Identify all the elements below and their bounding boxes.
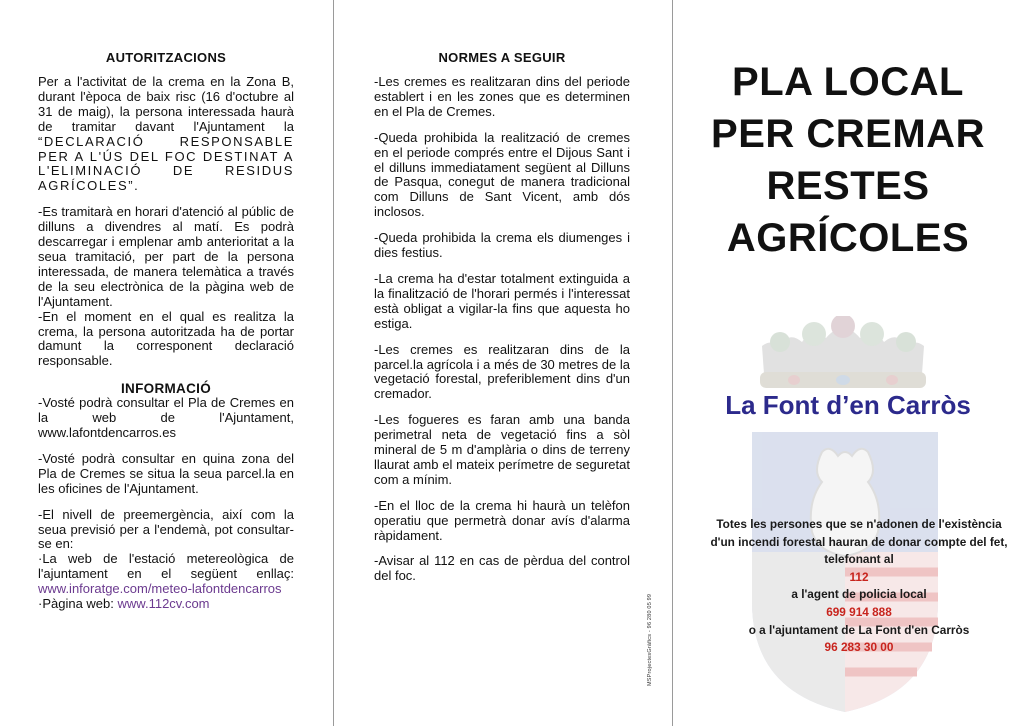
autoritzacions-intro-text: Per a l'activitat de la crema en la Zona B, durant l'època de baix risc (16 d'octubre al 31 de maig), la persona interessada haurà de tramitar davant l'Ajuntament la xyxy=(38,74,294,134)
rule-item: -Les fogueres es faran amb una banda perimetral neta de vegetació fins a sòl mineral de 5 m d'amplària o dins de terreny llaurat amb el mateix perímetre de seguretat com a mínim. xyxy=(374,412,630,487)
left-panel xyxy=(38,50,294,612)
rule-item: -En el lloc de la crema hi haurà un telèfon operatiu que permetrà donar avís d'alarma ràpidament. xyxy=(374,497,630,543)
autoritzacions-paragraph-1 xyxy=(38,75,294,194)
informacio-heading: INFORMACIÓ xyxy=(121,381,211,397)
cover-title xyxy=(688,56,1008,264)
townhall-phone: 96 283 30 00 xyxy=(824,640,894,655)
cover-title-line: PLA LOCAL xyxy=(732,60,964,104)
webpage-link[interactable]: www.112cv.com xyxy=(117,596,210,612)
town-name: La Font d’en Carròs xyxy=(725,390,971,420)
rule-item: -Queda prohibida la crema els diumenges i dies festius. xyxy=(374,230,630,261)
fold-line-right xyxy=(672,0,673,726)
rule-item: -La crema ha d'estar totalment extinguida a la finalització de l'horari permés i l'interessat està obligat a vigilar-la fins que aquesta ho estiga. xyxy=(374,270,630,331)
middle-panel xyxy=(374,50,630,595)
informacio-paragraph-1: -Vosté podrà consultar el Pla de Cremes en la web de l'Ajuntament, www.lafontdencarros.es xyxy=(38,395,294,441)
notice-intro: Totes les persones que se n'adonen de l'existència d'un incendi forestal hauran de donar compte del fet, telefonant al xyxy=(710,517,1008,567)
meteo-station-link[interactable]: www.inforatge.com/meteo-lafontdencarros xyxy=(38,581,282,597)
cover-title-line: RESTES xyxy=(766,164,930,208)
notice-police-label: a l'agent de policia local xyxy=(791,587,927,602)
webpage-label: ·Pàgina web: xyxy=(38,596,114,612)
informacio-paragraph-2: -Vosté podrà consultar en quina zona del Pla de Cremes se situa la seua parcel.la en les oficines de l'Ajuntament. xyxy=(38,450,294,496)
autoritzacions-paragraph-3: -En el moment en el qual es realitza la crema, la persona autoritzada ha de portar damunt la corresponent declaració responsable. xyxy=(38,308,294,369)
rule-item: -Queda prohibida la realització de cremes en el periode comprés entre el Dijous Sant i el dilluns immediatament següent al Dilluns de Pasqua, conegut de manera tradicional com Dilluns de Sant Vicent, amb dós inclosos. xyxy=(374,129,630,220)
police-phone: 699 914 888 xyxy=(826,604,892,619)
emergency-notice xyxy=(706,516,1012,657)
autoritzacions-paragraph-2: -Es tramitarà en horari d'atenció al públic de dilluns a divendres al matí. Es podrà descarregar i emplenar amb anterioritat a la seua tramitació, per part de la persona interessada, de manera telemàtica a través de la seu electrònica de la pàgina web de l'Ajuntament. xyxy=(38,204,294,309)
rule-item: -Les cremes es realitzaran dins del periode establert i en les zones que es determinen en el Pla de Cremes. xyxy=(374,74,630,119)
cover-title-line: AGRÍCOLES xyxy=(726,216,970,260)
normes-heading: NORMES A SEGUIR xyxy=(438,50,566,65)
rule-item: -Avisar al 112 en cas de pèrdua del control del foc. xyxy=(374,553,630,584)
rule-item: -Les cremes es realitzaran dins de la parcel.la agrícola i a més de 30 metres de la vegetació forestal, preferiblement dins d'un cremador. xyxy=(374,341,630,402)
printer-credit: MSProjectesGràfics - 96 280 05 99 xyxy=(647,593,653,686)
declaracio-responsable-text: “DECLARACIÓ RESPONSABLE PER A L'ÚS DEL FOC DESTINAT A L'ELIMINACIÓ DE RESIDUS AGRÍCOLES”. xyxy=(38,133,294,194)
notice-townhall-label: o a l'ajuntament de La Font d'en Carròs xyxy=(748,622,970,637)
informacio-paragraph-4 xyxy=(38,552,294,597)
autoritzacions-heading: AUTORITZACIONS xyxy=(105,50,227,65)
crown-emblem-icon xyxy=(744,316,942,394)
emergency-number: 112 xyxy=(849,569,869,584)
meteo-station-text: ·La web de l'estació metereològica de l'ajuntament en el següent enllaç: xyxy=(38,551,294,582)
fold-line-left xyxy=(333,0,334,726)
informacio-paragraph-3: -El nivell de preemergència, així com la seua previsió per a l'endemà, pot consultar-se en: xyxy=(38,506,294,552)
informacio-paragraph-5 xyxy=(38,597,294,612)
cover-title-line: PER CREMAR xyxy=(711,112,985,156)
